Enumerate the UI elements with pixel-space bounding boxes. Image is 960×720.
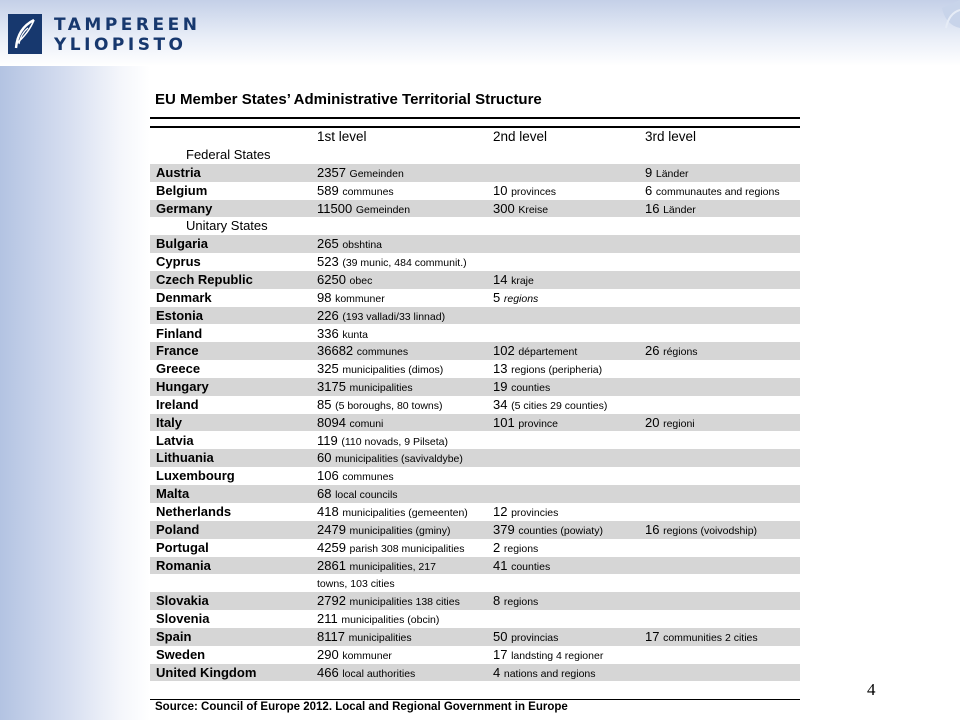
unit-count: 16 bbox=[645, 521, 660, 537]
unit-count: 106 bbox=[317, 468, 339, 484]
country-name: Germany bbox=[156, 200, 213, 216]
country-name: France bbox=[156, 343, 199, 359]
level-2-cell bbox=[493, 629, 558, 646]
table-bottom-rule bbox=[150, 699, 800, 700]
level-1-cell bbox=[317, 201, 410, 218]
table-row bbox=[150, 664, 800, 682]
unit-label: (193 valladi/33 linnad) bbox=[342, 310, 446, 323]
unit-count: 9 bbox=[645, 164, 653, 180]
unit-label: nations and regions bbox=[503, 667, 596, 680]
unit-label: Länder bbox=[655, 167, 689, 180]
unit-label: communes bbox=[342, 471, 394, 484]
country-name: Cyprus bbox=[156, 254, 201, 270]
level-2-cell bbox=[493, 415, 558, 432]
table-row bbox=[150, 503, 800, 521]
level-1-cell bbox=[317, 593, 460, 610]
unit-label: Kreise bbox=[518, 203, 549, 216]
unit-label: comuni bbox=[349, 417, 384, 430]
level-1-cell bbox=[317, 504, 468, 521]
level-1-cell bbox=[317, 343, 408, 360]
country-name: Denmark bbox=[156, 289, 212, 305]
unit-label: regions (peripheria) bbox=[511, 364, 603, 377]
level-1-cell bbox=[317, 290, 385, 307]
level-1-cell bbox=[317, 665, 415, 682]
level-3-cell bbox=[645, 183, 780, 200]
unit-label: municipalities (dimos) bbox=[342, 364, 444, 377]
unit-count: 60 bbox=[317, 450, 332, 466]
country-name: Finland bbox=[156, 325, 203, 341]
unit-count: 14 bbox=[493, 271, 508, 287]
country-name: Austria bbox=[156, 164, 201, 180]
level-2-cell bbox=[493, 361, 602, 378]
unit-label: municipalities 138 cities bbox=[349, 596, 460, 609]
unit-count: 68 bbox=[317, 486, 332, 502]
unit-label: (39 munic, 484 communit.) bbox=[342, 257, 467, 270]
table-row bbox=[150, 414, 800, 432]
country-name: United Kingdom bbox=[156, 664, 257, 680]
level-2-cell bbox=[493, 183, 556, 200]
unit-count: 13 bbox=[493, 361, 508, 377]
unit-label: municipalities (savivaldybe) bbox=[335, 453, 463, 466]
unit-count: 265 bbox=[317, 236, 339, 252]
level-2-cell bbox=[493, 540, 538, 557]
country-name: Hungary bbox=[156, 379, 209, 395]
table-row bbox=[150, 307, 800, 325]
level-3-cell bbox=[645, 522, 757, 539]
country-name: Spain bbox=[156, 628, 192, 644]
table-row bbox=[150, 342, 800, 360]
unit-count: 102 bbox=[493, 343, 515, 359]
unit-count: 119 bbox=[317, 432, 338, 448]
unit-count: 5 bbox=[493, 289, 501, 305]
unit-count: 226 bbox=[317, 307, 339, 323]
country-name: Latvia bbox=[156, 432, 194, 448]
unit-label: kommuner bbox=[342, 649, 392, 662]
country-name: Poland bbox=[156, 521, 200, 537]
unit-label: (5 boroughs, 80 towns) bbox=[335, 399, 443, 412]
unit-label: counties bbox=[511, 382, 551, 395]
level-3-cell bbox=[645, 165, 689, 182]
level-1-cell bbox=[317, 361, 443, 378]
unit-label: provinces bbox=[511, 185, 557, 198]
unit-count: 2 bbox=[493, 539, 501, 555]
country-name: Lithuania bbox=[156, 450, 214, 466]
header-level1: 1st level bbox=[317, 129, 367, 144]
level-1-cell bbox=[317, 165, 404, 182]
unit-label: Länder bbox=[663, 203, 696, 216]
country-name: Bulgaria bbox=[156, 236, 209, 252]
table-row bbox=[150, 574, 800, 592]
table-header-row bbox=[150, 128, 800, 146]
level-3-cell bbox=[645, 415, 695, 432]
country-name: Italy bbox=[156, 414, 183, 430]
unit-count: 290 bbox=[317, 646, 339, 662]
table-row bbox=[150, 289, 800, 307]
country-name: Malta bbox=[156, 486, 190, 502]
unit-label: parish 308 municipalities bbox=[349, 542, 465, 555]
table-row bbox=[150, 200, 800, 218]
table-row bbox=[150, 467, 800, 485]
logo-text-line1: TAMPEREEN bbox=[54, 15, 201, 35]
unit-count: 2861 bbox=[317, 557, 346, 573]
left-gradient-band bbox=[0, 0, 150, 720]
unit-count: 10 bbox=[493, 182, 508, 198]
unit-count: 211 bbox=[317, 611, 338, 627]
unit-label: municipalities (gminy) bbox=[349, 524, 451, 537]
unit-label: counties (powiaty) bbox=[518, 524, 603, 537]
unit-count: 17 bbox=[645, 628, 660, 644]
unit-count: 325 bbox=[317, 361, 339, 377]
unit-label: Gemeinden bbox=[349, 167, 404, 180]
unit-count: 300 bbox=[493, 200, 515, 216]
level-2-cell bbox=[493, 343, 577, 360]
unit-label: communes bbox=[356, 346, 409, 359]
unit-label: communities 2 cities bbox=[663, 631, 758, 644]
unit-label: regions bbox=[503, 542, 539, 555]
country-name: Ireland bbox=[156, 396, 199, 412]
unit-count: 16 bbox=[645, 200, 660, 216]
page-number: 4 bbox=[867, 680, 876, 699]
level-1-cell bbox=[317, 540, 465, 557]
level-1-cell bbox=[317, 629, 412, 646]
level-1-cell bbox=[317, 183, 394, 200]
table-row bbox=[150, 235, 800, 253]
unit-label: kunta bbox=[342, 328, 369, 341]
country-name: Estonia bbox=[156, 307, 203, 323]
unit-label: regions bbox=[503, 292, 539, 305]
country-name: Netherlands bbox=[156, 504, 232, 519]
country-name: Czech Republic bbox=[156, 271, 253, 287]
unit-label: kraje bbox=[511, 274, 534, 287]
unit-count: 8117 bbox=[317, 628, 345, 644]
table-row bbox=[150, 360, 800, 378]
unit-label: municipalities bbox=[349, 382, 413, 395]
section-header-row bbox=[150, 146, 800, 164]
unit-label: regioni bbox=[663, 417, 695, 430]
unit-label: provincias bbox=[511, 631, 559, 644]
unit-count: 17 bbox=[493, 646, 508, 662]
unit-label: kommuner bbox=[335, 292, 385, 305]
table-row bbox=[150, 539, 800, 557]
level-1-cell bbox=[317, 450, 463, 467]
unit-count: 6 bbox=[645, 182, 653, 198]
level-1-cell bbox=[317, 236, 382, 253]
unit-label: obshtina bbox=[342, 239, 383, 252]
country-name: Romania bbox=[156, 557, 211, 573]
source-note: Source: Council of Europe 2012. Local and Regional Government in Europe bbox=[155, 701, 568, 713]
unit-count: 20 bbox=[645, 414, 660, 430]
unit-count: 336 bbox=[317, 325, 339, 341]
unit-count: 589 bbox=[317, 182, 339, 198]
unit-count: 41 bbox=[493, 557, 508, 573]
table-row bbox=[150, 253, 800, 271]
logo-text-line2: YLIOPISTO bbox=[54, 35, 187, 55]
unit-count: 50 bbox=[493, 628, 508, 644]
unit-label: (110 novads, 9 Pilseta) bbox=[341, 435, 448, 448]
unit-label: municipalities (obcin) bbox=[341, 614, 440, 627]
level-1-cell bbox=[317, 326, 368, 343]
level-3-cell bbox=[645, 201, 696, 218]
section-header-row bbox=[150, 217, 800, 235]
unit-count: 418 bbox=[317, 504, 339, 519]
level-2-cell bbox=[493, 558, 550, 575]
level-1-cell bbox=[317, 379, 413, 396]
corner-leaf-decoration bbox=[920, 0, 960, 60]
level-1-cell bbox=[317, 558, 436, 575]
unit-count: 4 bbox=[493, 664, 501, 680]
table-row bbox=[150, 449, 800, 467]
table-row bbox=[150, 396, 800, 414]
table-row bbox=[150, 521, 800, 539]
unit-count: 26 bbox=[645, 343, 660, 359]
unit-count: 4259 bbox=[317, 539, 346, 555]
unit-count: 6250 bbox=[317, 271, 346, 287]
unit-count: 3175 bbox=[317, 379, 346, 395]
country-name: Slovakia bbox=[156, 593, 209, 609]
unit-label: communes bbox=[342, 185, 394, 198]
unit-label: province bbox=[518, 417, 559, 430]
table-row bbox=[150, 682, 800, 700]
level-1-cell bbox=[317, 647, 392, 664]
level-2-cell bbox=[493, 397, 607, 414]
level-1-cell bbox=[317, 522, 451, 539]
unit-count: 11500 bbox=[317, 200, 353, 216]
unit-count: 379 bbox=[493, 521, 515, 537]
unit-count: 523 bbox=[317, 254, 339, 270]
level-2-cell bbox=[493, 272, 534, 289]
level-2-cell bbox=[493, 504, 558, 521]
section-label: Unitary States bbox=[186, 218, 268, 234]
unit-label: landsting 4 regioner bbox=[511, 649, 604, 662]
unit-label: département bbox=[518, 346, 578, 359]
table-row bbox=[150, 378, 800, 396]
level-2-cell bbox=[493, 647, 603, 664]
level-1-cell bbox=[317, 397, 443, 414]
unit-label: local councils bbox=[335, 489, 398, 502]
level-2-cell bbox=[493, 522, 603, 539]
country-name: Portugal bbox=[156, 539, 209, 555]
table-row bbox=[150, 432, 800, 450]
unit-count: 98 bbox=[317, 289, 332, 305]
page-title: EU Member States’ Administrative Territorial Structure bbox=[155, 91, 542, 108]
unit-label: provincies bbox=[511, 507, 559, 519]
table-row bbox=[150, 646, 800, 664]
unit-label: counties bbox=[511, 560, 551, 573]
title-rule bbox=[150, 117, 800, 119]
table-row bbox=[150, 485, 800, 503]
unit-count: 12 bbox=[493, 504, 508, 519]
header-level2: 2nd level bbox=[493, 129, 548, 144]
level-1-cell bbox=[317, 486, 398, 503]
unit-label: municipalities (gemeenten) bbox=[342, 507, 468, 519]
unit-label: municipalities bbox=[348, 631, 412, 644]
level-2-cell bbox=[493, 379, 550, 396]
unit-label: obec bbox=[349, 274, 373, 287]
country-name: Belgium bbox=[156, 182, 208, 198]
unit-label: (5 cities 29 counties) bbox=[511, 399, 608, 412]
unit-label: towns, 103 cities bbox=[317, 578, 395, 591]
table-row bbox=[150, 610, 800, 628]
level-1-cell bbox=[317, 575, 395, 592]
level-2-cell bbox=[493, 290, 538, 307]
unit-count: 36682 bbox=[317, 343, 354, 359]
level-1-cell bbox=[317, 272, 372, 289]
level-1-cell bbox=[317, 308, 445, 325]
level-3-cell bbox=[645, 343, 698, 360]
table-row bbox=[150, 592, 800, 610]
unit-count: 2357 bbox=[317, 164, 346, 180]
unit-count: 2479 bbox=[317, 521, 346, 537]
table-row bbox=[150, 164, 800, 182]
unit-count: 2792 bbox=[317, 593, 346, 609]
unit-label: régions bbox=[663, 346, 698, 359]
unit-count: 8 bbox=[493, 593, 501, 609]
unit-count: 8094 bbox=[317, 414, 346, 430]
unit-count: 34 bbox=[493, 396, 508, 412]
table-row bbox=[150, 271, 800, 289]
unit-label: communautes and regions bbox=[655, 185, 780, 198]
unit-label: local authorities bbox=[342, 667, 416, 680]
unit-count: 19 bbox=[493, 379, 508, 395]
unit-label: municipalities, 217 bbox=[349, 560, 436, 573]
university-logo-icon bbox=[8, 14, 42, 54]
table-row bbox=[150, 325, 800, 343]
unit-count: 466 bbox=[317, 664, 339, 680]
unit-label: Gemeinden bbox=[355, 203, 411, 216]
country-name: Greece bbox=[156, 361, 201, 377]
table-row bbox=[150, 628, 800, 646]
level-1-cell bbox=[317, 415, 383, 432]
unit-label: regions (voivodship) bbox=[663, 524, 758, 537]
header-level3: 3rd level bbox=[645, 129, 697, 144]
level-2-cell bbox=[493, 665, 596, 682]
level-3-cell bbox=[645, 629, 758, 646]
table-row bbox=[150, 557, 800, 575]
table-row bbox=[150, 182, 800, 200]
section-label: Federal States bbox=[186, 147, 271, 162]
level-2-cell bbox=[493, 593, 538, 610]
unit-label: regions bbox=[503, 596, 539, 609]
level-2-cell bbox=[493, 201, 548, 218]
level-1-cell bbox=[317, 468, 394, 485]
unit-count: 85 bbox=[317, 396, 332, 412]
level-1-cell bbox=[317, 611, 439, 628]
country-name: Luxembourg bbox=[156, 468, 235, 484]
level-1-cell bbox=[317, 254, 467, 271]
level-1-cell bbox=[317, 433, 448, 450]
country-name: Slovenia bbox=[156, 611, 210, 627]
country-name: Sweden bbox=[156, 646, 206, 662]
unit-count: 101 bbox=[493, 414, 515, 430]
